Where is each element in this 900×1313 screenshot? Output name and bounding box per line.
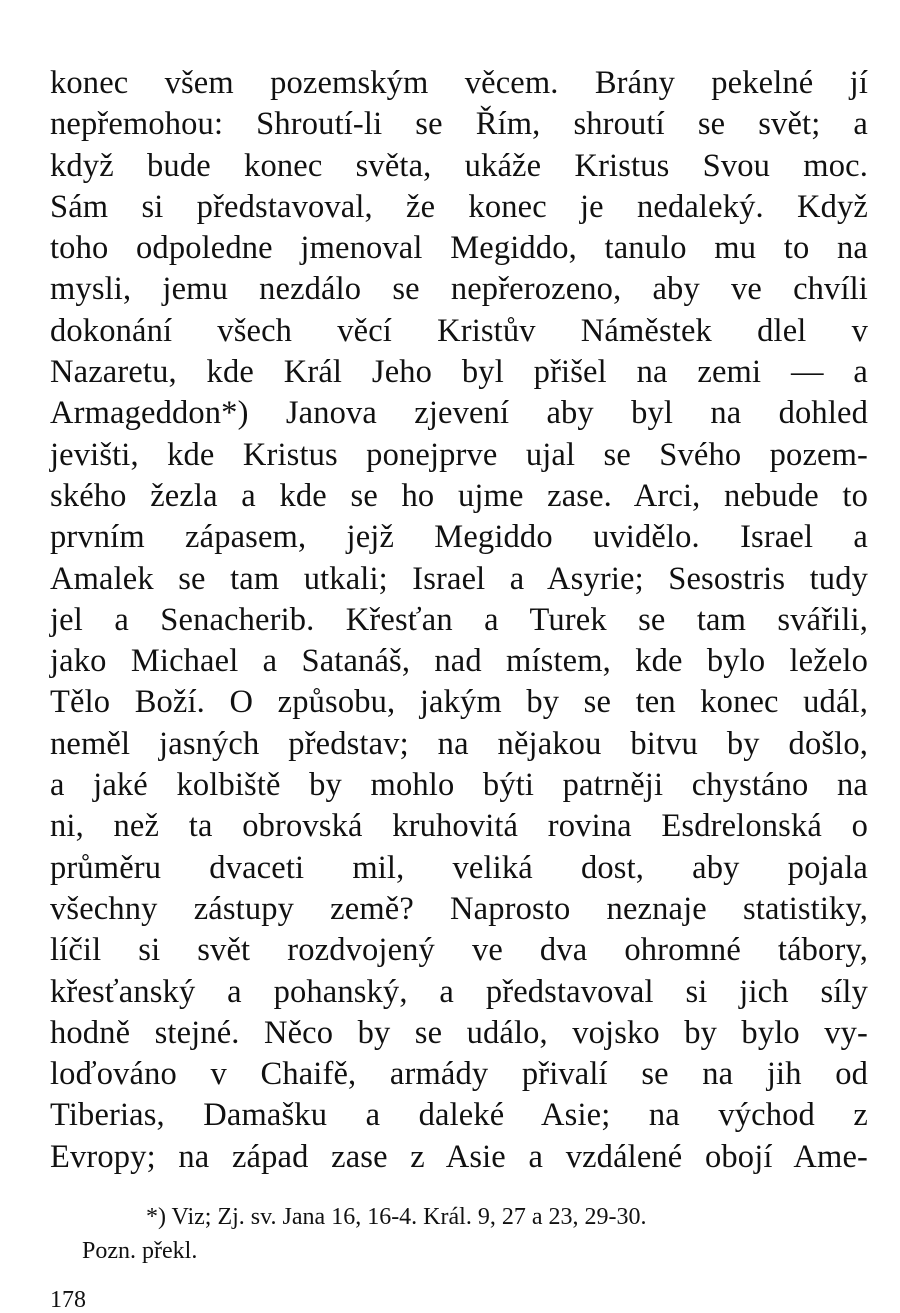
text-line: Sám si představoval, že konec je nedaleký. Když (50, 188, 868, 225)
text-line: neměl jasných představ; na nějakou bitvu by došlo, (50, 725, 868, 762)
text-line: když bude konec světa, ukáže Kristus Svou moc. (50, 147, 868, 184)
text-line: prvním zápasem, jejž Megiddo uvidělo. Israel a (50, 519, 868, 556)
text-line: Nazaretu, kde Král Jeho byl přišel na zemi — a (50, 354, 868, 391)
text-line: loďováno v Chaifě, armády přivalí se na jih od (50, 1056, 868, 1093)
text-line: toho odpoledne jmenoval Megiddo, tanulo mu to na (50, 230, 868, 267)
text-line: a jaké kolbiště by mohlo býti patrněji chystáno na (50, 767, 868, 804)
text-line: líčil si svět rozdvojený ve dva ohromné tábory, (50, 932, 868, 969)
text-line: Tiberias, Damašku a daleké Asie; na východ z (50, 1097, 868, 1134)
page-number: 178 (50, 1287, 86, 1313)
text-line: jevišti, kde Kristus ponejprve ujal se Svého pozem- (50, 436, 868, 473)
translator-note: Pozn. překl. (82, 1238, 198, 1264)
text-line: hodně stejné. Něco by se událo, vojsko by bylo vy- (50, 1014, 868, 1051)
footnote (50, 1200, 850, 1268)
text-line: všechny zástupy země? Naprosto neznaje statistiky, (50, 890, 868, 927)
text-line: ského žezla a kde se ho ujme zase. Arci, nebude to (50, 477, 868, 514)
text-line: jako Michael a Satanáš, nad místem, kde bylo leželo (50, 643, 868, 680)
text-line: průměru dvaceti mil, veliká dost, aby pojala (50, 849, 868, 886)
body-text (50, 63, 868, 1178)
text-line: nepřemohou: Shroutí-li se Řím, shroutí se svět; a (50, 106, 868, 143)
text-line: mysli, jemu nezdálo se nepřerozeno, aby ve chvíli (50, 271, 868, 308)
text-line: Amalek se tam utkali; Israel a Asyrie; Sesostris tudy (50, 560, 868, 597)
text-line: Armageddon*) Janova zjevení aby byl na dohled (50, 395, 868, 432)
text-line: Evropy; na západ zase z Asie a vzdálené obojí Ame- (50, 1138, 868, 1175)
footnote-reference: *) Viz; Zj. sv. Jana 16, 16-4. Král. 9, 27 a 23, 29-30. (146, 1204, 647, 1230)
text-line: konec všem pozemským věcem. Brány pekelné jí (50, 65, 868, 101)
text-line: Tělo Boží. O způsobu, jakým by se ten konec udál, (50, 684, 868, 721)
text-line: jel a Senacherib. Křesťan a Turek se tam svářili, (50, 601, 868, 638)
text-line: dokonání všech věcí Kristův Náměstek dlel v (50, 312, 868, 349)
text-line: křesťanský a pohanský, a představoval si jich síly (50, 973, 868, 1010)
text-line: ni, než ta obrovská kruhovitá rovina Esdrelonská o (50, 808, 868, 845)
